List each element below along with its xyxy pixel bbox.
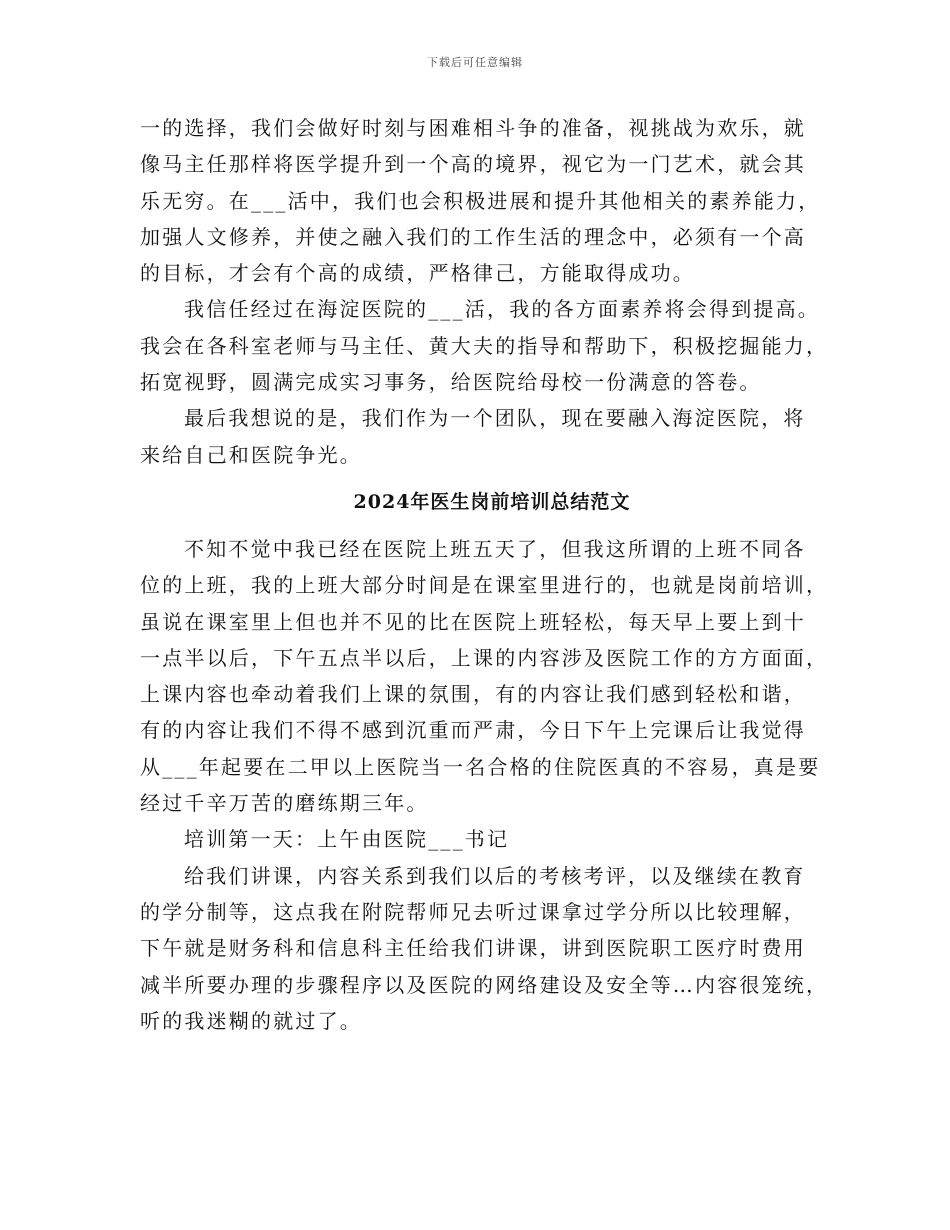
paragraph: [140, 291, 829, 400]
paragraph: [140, 531, 829, 821]
text-line: 听的我迷糊的就过了。: [140, 1008, 362, 1033]
text-line: 虽说在课室里上但也并不见的比在医院上班轻松，每天早上要上到十: [140, 609, 806, 634]
text-line: 从___年起要在二甲以上医院当一名合格的住院医真的不容易，真是要: [140, 754, 821, 779]
text-line: 一点半以后，下午五点半以后，上课的内容涉及医院工作的方方面面，: [140, 645, 829, 670]
page-header-note: 下载后可任意编辑: [427, 56, 523, 69]
text-line: 加强人文修养，并使之融入我们的工作生活的理念中，必须有一个高: [140, 224, 806, 249]
text-line: 有的内容让我们不得不感到沉重而严肃，今日下午上完课后让我觉得: [140, 718, 806, 743]
text-line: 的目标，才会有个高的成绩，严格律己，方能取得成功。: [140, 261, 695, 286]
document-body: [140, 110, 829, 1039]
text-line: 像马主任那样将医学提升到一个高的境界，视它为一门艺术，就会其: [140, 152, 806, 177]
section-title: 2024年医生岗前培训总结范文: [353, 490, 631, 513]
text-line: 我会在各科室老师与马主任、黄大夫的指导和帮助下，积极挖掘能力，: [140, 333, 829, 358]
text-line: 给我们讲课，内容关系到我们以后的考核考评，以及继续在教育: [184, 863, 806, 888]
text-line: 我信任经过在海淀医院的___活，我的各方面素养将会得到提高。: [184, 297, 820, 322]
text-line: 来给自己和医院争光。: [140, 442, 362, 467]
text-line: 拓宽视野，圆满完成实习事务，给医院给母校一份满意的答卷。: [140, 370, 762, 395]
text-line: 乐无穷。在___活中，我们也会积极进展和提升其他相关的素养能力，: [140, 188, 821, 213]
paragraph: [140, 400, 820, 473]
text-line: 不知不觉中我已经在医院上班五天了，但我这所谓的上班不同各: [184, 536, 806, 561]
text-line: 一的选择，我们会做好时刻与困难相斗争的准备，视挑战为欢乐，就: [140, 116, 806, 140]
text-line: 下午就是财务科和信息科主任给我们讲课，讲到医院职工医疗时费用: [140, 936, 806, 961]
text-line: 经过千辛万苦的磨练期三年。: [140, 791, 429, 816]
text-line: 的学分制等，这点我在附院帮师兄去听过课拿过学分所以比较理解，: [140, 899, 806, 924]
text-line: 培训第一天：上午由医院___书记: [184, 827, 510, 852]
text-line: 最后我想说的是，我们作为一个团队，现在要融入海淀医院，将: [184, 406, 806, 431]
paragraph: [140, 821, 820, 857]
text-line: 减半所要办理的步骤程序以及医院的网络建设及安全等…内容很笼统，: [140, 972, 829, 997]
paragraph: [140, 858, 829, 1039]
text-line: 位的上班，我的上班大部分时间是在课室里进行的，也就是岗前培训，: [140, 573, 829, 598]
text-line: 上课内容也牵动着我们上课的氛围，有的内容让我们感到轻松和谐，: [140, 682, 806, 707]
paragraph: [140, 110, 820, 291]
